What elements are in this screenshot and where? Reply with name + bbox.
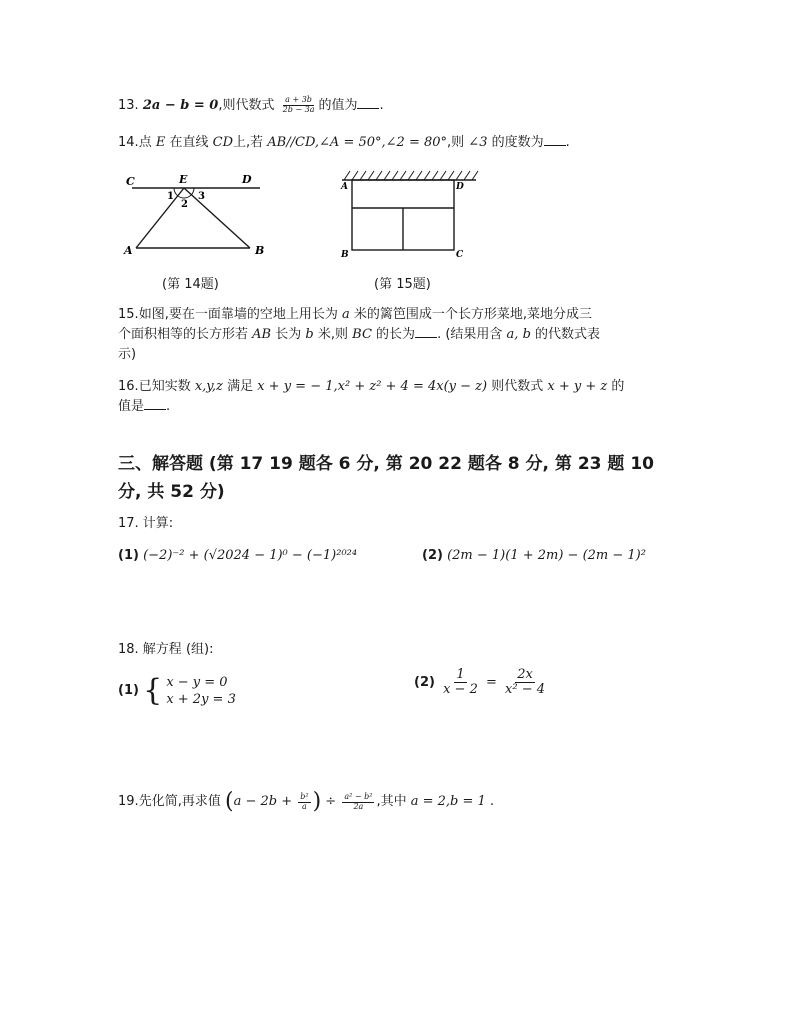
fraction-denominator: x² − 4 [505, 682, 546, 698]
question-13 [118, 96, 384, 116]
fraction-denominator: 2a [353, 801, 364, 811]
expression: x + y + z [547, 379, 608, 394]
fraction [441, 668, 480, 698]
fraction [281, 96, 317, 115]
part-label: (2) [414, 674, 435, 690]
section-heading-line: 分, 共 52 分) [118, 482, 225, 502]
label-d: D [242, 173, 252, 186]
fraction [342, 793, 374, 812]
equation: 2a − b = 0 [142, 98, 219, 113]
question-text: 的值为 [318, 98, 358, 113]
question-18-title: 18. 解方程 (组): [118, 642, 214, 657]
fraction-numerator: 1 [456, 667, 465, 682]
label-d: D [456, 182, 464, 192]
variables: x,y,z [194, 379, 223, 394]
question-text: 点 [138, 135, 152, 150]
equation: x − y = 0 [166, 675, 228, 690]
brace-icon: { [143, 673, 163, 708]
question-17-title: 17. 计算: [118, 516, 174, 531]
expression: (2m − 1)(1 + 2m) − (2m − 1)² [447, 548, 646, 563]
label-e: E [179, 173, 188, 186]
paren-open: ( [224, 789, 234, 814]
line-label: CD [212, 135, 234, 150]
question-text: 米的篱笆围成一个长方形菜地,菜地分成三 [353, 307, 593, 322]
fraction [298, 793, 310, 812]
label-a: A [341, 182, 348, 192]
expression: (−2)⁻² + (√2024 − 1)⁰ − (−1)²⁰²⁴ [143, 548, 358, 563]
fraction-denominator: a [302, 801, 307, 811]
question-text: 已知实数 [138, 379, 191, 394]
question-14 [118, 133, 570, 153]
question-text: 的 [611, 379, 625, 394]
question-line [118, 325, 690, 345]
values: a = 2,b = 1 [410, 794, 486, 809]
question-18-part-2 [414, 668, 549, 698]
question-text: 满足 [227, 379, 254, 394]
question-17-part-2 [422, 546, 646, 566]
equation: x² + z² + 4 = 4x(y − z) [337, 379, 488, 394]
section-heading [118, 450, 708, 506]
question-text: 如图,要在一面靠墙的空地上用长为 [138, 307, 338, 322]
question-text: . (结果用含 [437, 327, 503, 342]
question-number: 13. [118, 98, 139, 113]
answer-blank [357, 96, 379, 109]
question-number: 14. [118, 135, 139, 150]
answer-blank [544, 133, 566, 146]
question-line [118, 377, 690, 397]
punctuation: . [166, 399, 171, 414]
figure-15 [336, 168, 484, 260]
variable: b [522, 327, 531, 342]
part-label: (2) [422, 548, 443, 563]
label-c: C [126, 175, 135, 188]
section-heading-line: 三、解答题 (第 17 19 题各 6 分, 第 20 22 题各 8 分, 第 23 题 10 [118, 454, 654, 474]
variable: a, [506, 327, 519, 342]
variable: b [305, 327, 314, 342]
question-text: 的度数为 [491, 135, 544, 150]
question-text: 米,则 [317, 327, 349, 342]
figure-14 [118, 168, 278, 260]
question-text: 在直线 [169, 135, 209, 150]
question-text: 的长为 [376, 327, 416, 342]
question-line [118, 305, 690, 325]
fraction-numerator: b² [300, 791, 309, 801]
question-16 [118, 377, 690, 417]
equals-sign: = [485, 674, 497, 690]
question-text: 则代数式 [491, 379, 544, 394]
segment-eb [184, 188, 250, 248]
question-text: 的代数式表 [535, 327, 601, 342]
wall-hatching [344, 171, 478, 180]
equation: x + y = − 1, [257, 379, 338, 394]
segment-label: AB [252, 327, 272, 342]
question-text: ,则 [447, 135, 465, 150]
segment-ea [136, 188, 184, 248]
answer-blank [144, 397, 166, 410]
point-label: E [155, 135, 166, 150]
fraction-numerator: a + 3b [285, 95, 312, 105]
question-number: 16. [118, 379, 139, 394]
question-line: 示) [118, 347, 137, 362]
fraction [503, 668, 547, 698]
label-angle-2: 2 [181, 199, 188, 210]
part-label: (1) [118, 548, 139, 563]
question-19 [118, 789, 495, 814]
variable: a [341, 307, 350, 322]
label-b: B [255, 244, 265, 257]
label-b: B [341, 250, 349, 260]
punctuation: . [565, 135, 570, 150]
question-number: 19. [118, 794, 139, 809]
expression: a − 2b + [233, 794, 293, 809]
question-text: ,则代数式 [218, 98, 275, 113]
angle-label: ∠3 [468, 135, 488, 150]
question-text: 个面积相等的长方形若 [118, 327, 249, 342]
question-line [118, 397, 690, 417]
condition: AB//CD,∠A = 50°,∠2 = 80° [267, 135, 448, 150]
fraction-denominator: x − 2 [443, 682, 478, 698]
question-17-part-1 [118, 546, 357, 566]
equation: x + 2y = 3 [166, 692, 236, 707]
paren-close: ) [312, 789, 322, 814]
label-angle-1: 1 [167, 191, 174, 202]
part-label: (1) [118, 683, 139, 698]
punctuation: . [379, 98, 384, 113]
figure-15-caption: (第 15题) [374, 277, 431, 292]
equation-system [166, 674, 236, 708]
label-c: C [456, 250, 464, 260]
answer-blank [415, 325, 437, 338]
question-18-part-1 [118, 674, 236, 708]
question-15 [118, 305, 690, 365]
question-text: 上,若 [233, 135, 264, 150]
label-angle-3: 3 [198, 191, 205, 202]
segment-label: BC [352, 327, 372, 342]
question-text: 长为 [275, 327, 302, 342]
question-text: 值是 [118, 399, 145, 414]
question-text: 先化简,再求值 [138, 794, 221, 809]
fraction-numerator: a² − b² [344, 791, 373, 801]
fraction-numerator: 2x [517, 667, 533, 682]
figure-14-caption: (第 14题) [162, 277, 219, 292]
division-sign: ÷ [325, 794, 337, 809]
label-a: A [124, 244, 133, 257]
question-number: 15. [118, 307, 139, 322]
punctuation: . [489, 794, 495, 809]
fraction-denominator: 2b − 3a [282, 105, 315, 114]
question-text: ,其中 [376, 794, 407, 809]
